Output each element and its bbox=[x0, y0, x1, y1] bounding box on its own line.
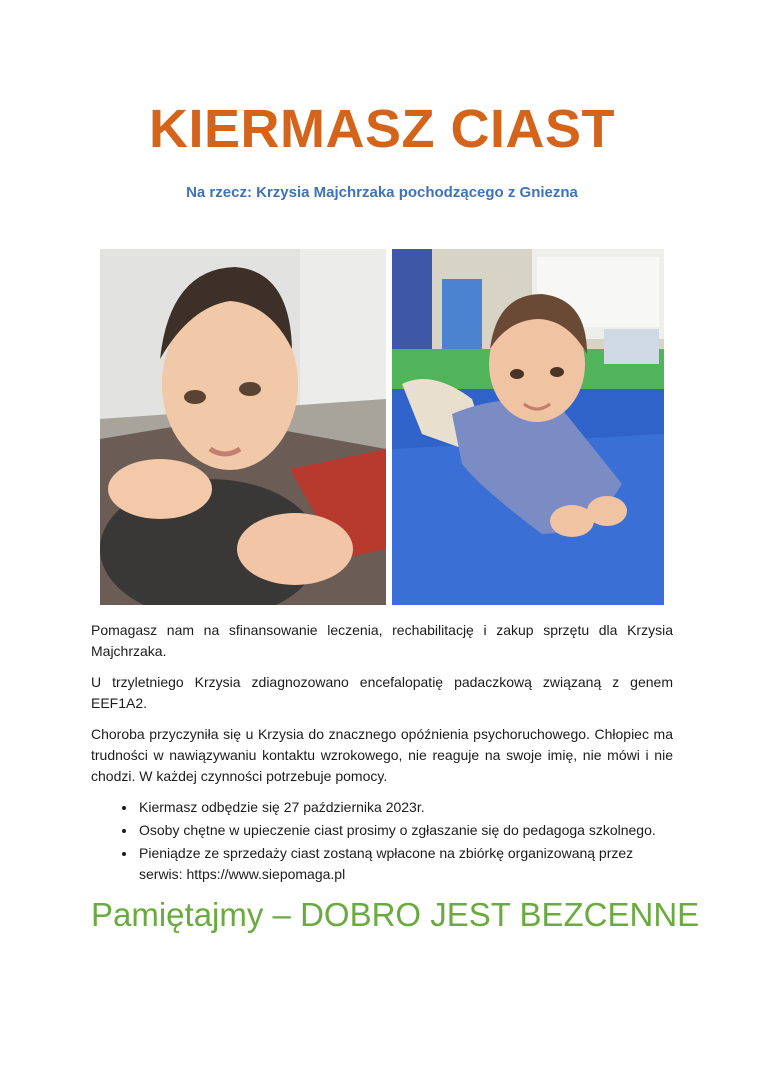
info-list bbox=[91, 797, 673, 885]
page-title: KIERMASZ CIAST bbox=[149, 99, 615, 159]
photo-child-close-up bbox=[100, 249, 386, 605]
closing-slogan: Pamiętajmy – DOBRO JEST BEZCENNE bbox=[91, 896, 700, 933]
list-item-fundraiser: • Pieniądze ze sprzedaży ciast zostaną wpłacone na zbiórkę organizowaną przez serwis: https://www.siepomaga.pl bbox=[137, 843, 673, 885]
photo-collage bbox=[100, 249, 664, 605]
paragraph-diagnosis: U trzyletniego Krzysia zdiagnozowano encefalopatię padaczkową związaną z genem EEF1A2. bbox=[91, 674, 673, 711]
paragraph-condition: Choroba przyczyniła się u Krzysia do znacznego opóźnienia psychoruchowego. Chłopiec ma trudności w nawiązywaniu kontaktu wzrokowego, nie reaguje na swoje imię, nie mówi i nie chodzi. W każdej czynności potrzebuje pomocy. bbox=[91, 726, 673, 784]
paragraph-support: Pomagasz nam na sfinansowanie leczenia, rechabilitację i zakup sprzętu dla Krzysia Majchrzaka. bbox=[91, 622, 673, 659]
list-item-date: • Kiermasz odbędzie się 27 października 2023r. bbox=[137, 797, 673, 818]
list-item-volunteers: • Osoby chętne w upieczenie ciast prosimy o zgłaszanie się do pedagoga szkolnego. bbox=[137, 820, 673, 841]
photo-child-on-mat bbox=[392, 249, 664, 605]
subtitle: Na rzecz: Krzysia Majchrzaka pochodzącego z Gniezna bbox=[186, 184, 578, 201]
content-body bbox=[91, 620, 673, 887]
